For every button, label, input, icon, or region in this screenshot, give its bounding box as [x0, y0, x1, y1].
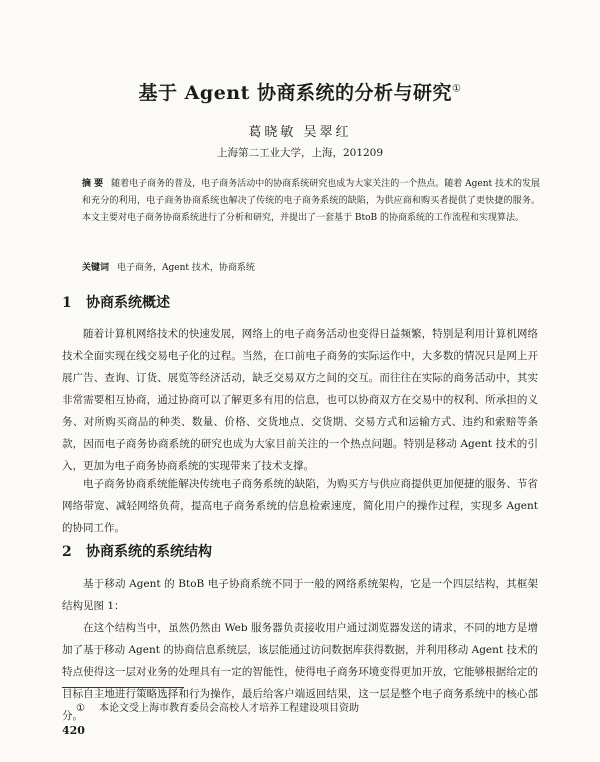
section-number: 1 — [62, 295, 72, 311]
keywords-label: 关键词 — [82, 263, 110, 273]
footnote-mark: ① — [76, 703, 85, 714]
body-paragraph: 基于移动 Agent 的 BtoB 电子协商系统不同于一般的网络系统架构，它是一个四层结构，其框架结构见图 1： — [62, 578, 538, 612]
keywords — [82, 261, 540, 275]
body-paragraph: 随着计算机网络技术的快速发展，网络上的电子商务活动也变得日益频繁，特别是利用计算机网络技术全面实现在线交易电子化的过程。当然，在口前电子商务的实际运作中，大多数的情况只是网上开展广告、查询、订货、展览等经济活动，缺乏交易双方之间的交互。而往往在实际的商务活动中，其实非常需要相互协商，通过协商可以了解更多有用的信息，也可以协商双方在交易中的权利、所承担的义务、对所购买商品的种类、数量、价格、交货地点、交货期、交易方式和运输方式、违约和索赔等条款，因而电子商务协商系统的研究也成为大家目前关注的一个热点问题。特别是移动 Agent 技术的引入，更加为电子商务协商系统的实现带来了技术支撑。 — [62, 328, 538, 472]
body-paragraph: 在这个结构当中，虽然仍然由 Web 服务器负责接收用户通过浏览器发送的请求，不同的地方是增加了基于移动 Agent 的协商信息系统层，该层能通过访问数据库获得数据，并利用移动 Agent 技术的特点使得这一层对业务的处理具有一定的智能性，使得电子商务环境变得更加开放，它能够根据给定的目标自主地进行策略选择和行为操作，最后给客户端返回结果，这一层是整个电子商务系统中的核心部分。 — [62, 622, 538, 722]
footnote — [76, 699, 359, 714]
abstract-text: 随着电子商务的普及，电子商务活动中的协商系统研究也成为大家关注的一个热点。随着 Agent 技术的发展和充分的利用，电子商务协商系统也解决了传统的电子商务系统的缺陷，为供应商和购买者提供了更快捷的服务。本文主要对电子商务协商系统进行了分析和研究，并提出了一套基于 BtoB 的协商系统的工作流程和实现算法。 — [82, 179, 540, 223]
section-title: 协商系统的系统结构 — [86, 544, 212, 560]
section-heading — [62, 292, 170, 312]
title-text: 基于 Agent 协商系统的分析与研究 — [138, 82, 452, 104]
keywords-text: 电子商务，Agent 技术，协商系统 — [117, 263, 255, 273]
section-title: 协商系统概述 — [86, 295, 170, 311]
page-number: 420 — [62, 724, 85, 737]
title-footnote-mark: ① — [451, 83, 462, 95]
footnote-rule — [62, 687, 184, 688]
body-paragraph: 电子商务协商系统能解决传统电子商务系统的缺陷，为购买方与供应商提供更加便捷的服务、节省网络带宽、减轻网络负荷，提高电子商务系统的信息检索速度，简化用户的操作过程，实现多 Agent 的协同工作。 — [62, 478, 538, 534]
affiliation: 上海第二工业大学，上海，201209 — [216, 147, 384, 159]
abstract — [82, 176, 540, 227]
paper-title — [0, 78, 600, 105]
authors: 葛晓敏 吴翠红 — [248, 125, 352, 140]
abstract-label: 摘 要 — [82, 179, 104, 189]
section-heading — [62, 541, 212, 561]
section-number: 2 — [62, 544, 72, 560]
footnote-text: 本论文受上海市教育委员会高校人才培养工程建设项目资助 — [98, 703, 359, 714]
